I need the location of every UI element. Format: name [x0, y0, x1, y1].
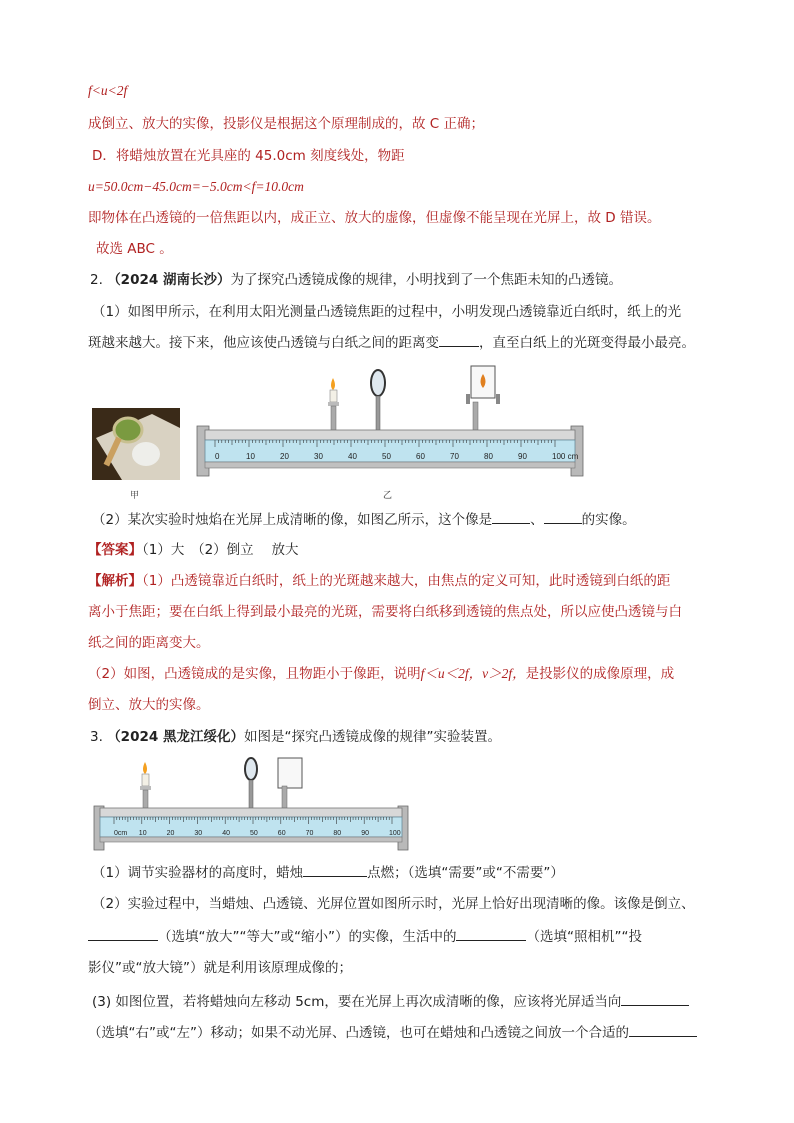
- question-number: 3.: [90, 729, 103, 745]
- question-3-part-3-cont: [88, 1022, 697, 1043]
- ruler-tick-label: 20: [166, 830, 175, 837]
- ruler-tick-label: 60: [416, 452, 425, 461]
- solution-conclusion: 故选 ABC 。: [96, 241, 173, 257]
- ruler-tick-label: 50: [250, 830, 258, 837]
- answer-tag: 【答案】: [88, 542, 142, 558]
- analysis-text: （2）如图，凸透镜成的是实像，且物距小于像距，说明: [88, 666, 421, 682]
- ruler-tick-label: 10: [138, 830, 147, 837]
- question-3-part-2-cont: [88, 926, 642, 947]
- analysis-text: 是投影仪的成像原理，成: [525, 666, 675, 682]
- ruler-tick-label: 20: [280, 452, 289, 461]
- convex-lens: [245, 758, 257, 808]
- answer-blank[interactable]: [544, 509, 582, 524]
- text-segment: （选填“右”或“左”）移动；如果不动光屏、凸透镜，也可在蜡烛和凸透镜之间放一个合适的: [88, 1025, 629, 1041]
- candle: [328, 378, 339, 430]
- question-2-part-1: （1）如图甲所示，在利用太阳光测量凸透镜焦距的过程中，小明发现凸透镜靠近白纸时，纸上的光: [92, 304, 682, 320]
- light-screen: [278, 758, 302, 808]
- analysis-line: [88, 664, 674, 684]
- ruler-tick-label: 30: [194, 830, 203, 837]
- text-segment: （2）某次实验时烛焰在光屏上成清晰的像，如图乙所示，这个像是: [92, 512, 493, 528]
- question-number: 2.: [90, 272, 103, 288]
- figure-q3-optical-bench: [92, 756, 412, 856]
- figure-jia-photo: [92, 408, 180, 480]
- ruler-tick-label: 90: [518, 452, 527, 461]
- question-stem: 为了探究凸透镜成像的规律，小明找到了一个焦距未知的凸透镜。: [230, 272, 622, 288]
- answer-blank[interactable]: [88, 926, 158, 941]
- question-3-part-2: （2）实验过程中，当蜡烛、凸透镜、光屏位置如图所示时，光屏上恰好出现清晰的像。该像是倒立、: [92, 896, 695, 912]
- ruler-tick-label: 100 cm: [552, 452, 579, 461]
- question-3-part-1: [92, 862, 564, 883]
- convex-lens: [371, 370, 385, 430]
- solution-line: 成倒立、放大的实像，投影仪是根据这个原理制成的，故 C 正确；: [88, 116, 485, 132]
- analysis-line: 倒立、放大的实像。: [88, 697, 210, 713]
- ruler-tick-label: 80: [333, 830, 342, 837]
- ruler-tick-label: 30: [314, 452, 323, 461]
- ruler-tick-label: 40: [222, 830, 230, 837]
- answer-blank[interactable]: [629, 1022, 697, 1037]
- answer-blank[interactable]: [303, 862, 367, 877]
- ruler-tick-label: 100: [389, 830, 401, 837]
- question-3-part-3: [92, 991, 689, 1012]
- light-screen: [466, 366, 500, 430]
- ruler-tick-label: 80: [484, 452, 493, 461]
- figure-yi-optical-bench: [195, 364, 587, 484]
- analysis-line: [88, 571, 670, 591]
- ruler-tick-label: 60: [277, 830, 286, 837]
- question-stem: 如图是“探究凸透镜成像的规律”实验装置。: [243, 729, 501, 745]
- question-3-part-2-end: 影仪”或“放大镜”）就是利用该原理成像的；: [88, 960, 352, 976]
- analysis-line: 离小于焦距；要在白纸上得到最小最亮的光斑，需要将白纸移到透镜的焦点处，所以应使凸透镜与白: [88, 604, 682, 620]
- text-segment: （选填“放大”“等大”或“缩小”）的实像，生活中的: [158, 929, 457, 945]
- candle: [140, 762, 151, 808]
- ruler-tick-label: 50: [382, 452, 391, 461]
- analysis-line: 纸之间的距离变大。: [88, 635, 210, 651]
- optical-bench-rail: [197, 426, 583, 476]
- question-source: （2024 黑龙江绥化）: [107, 729, 244, 745]
- answer-blank[interactable]: [456, 926, 526, 941]
- answer-line: [88, 540, 298, 560]
- text-segment: 点燃；（选填“需要”或“不需要”）: [367, 865, 564, 881]
- analysis-text: （1）凸透镜靠近白纸时，纸上的光斑越来越大，由焦点的定义可知，此时透镜到白纸的距: [142, 573, 671, 589]
- question-2-title: [90, 270, 622, 290]
- answer-blank[interactable]: [492, 509, 530, 524]
- analysis-tag: 【解析】: [88, 573, 142, 589]
- question-3-title: [90, 727, 501, 747]
- question-2-part-1-cont: [88, 332, 695, 353]
- answer-blank[interactable]: [621, 991, 689, 1006]
- formula-line: u=50.0cm−45.0cm=−5.0cm<f=10.0cm: [88, 179, 304, 194]
- text-segment: (3) 如图位置，若将蜡烛向左移动 5cm，要在光屏上再次成清晰的像，应该将光屏适当向: [92, 994, 622, 1010]
- optical-bench-rail: [94, 806, 408, 850]
- text-segment: （1）调节实验器材的高度时，蜡烛: [92, 865, 304, 881]
- text-segment: ，直至白纸上的光斑变得最小最亮。: [479, 335, 695, 351]
- text-segment: 斑越来越大。接下来，他应该使凸透镜与白纸之间的距离变: [88, 335, 439, 351]
- question-2-part-2: [92, 509, 636, 530]
- figure-label-jia: 甲: [130, 491, 140, 501]
- text-segment: 的实像。: [581, 512, 636, 528]
- ruler-tick-label: 70: [305, 830, 314, 837]
- ruler-tick-label: 40: [348, 452, 357, 461]
- ruler-tick-label: 10: [246, 452, 255, 461]
- solution-line: D．将蜡烛放置在光具座的 45.0cm 刻度线处，物距: [92, 148, 405, 164]
- question-source: （2024 湖南长沙）: [107, 272, 231, 288]
- formula-line: f<u<2f: [88, 83, 128, 98]
- figure-label-yi: 乙: [383, 491, 393, 501]
- ruler-tick-label: 0: [215, 452, 220, 461]
- text-segment: 、: [530, 512, 544, 528]
- ruler-tick-label: 70: [450, 452, 459, 461]
- ruler-tick-label: 90: [361, 830, 369, 837]
- analysis-formula: f＜u＜2f，v＞2f，: [420, 666, 526, 681]
- answer-blank[interactable]: [439, 332, 479, 347]
- solution-line: 即物体在凸透镜的一倍焦距以内，成正立、放大的虚像，但虚像不能呈现在光屏上，故 D 错误。: [88, 210, 661, 226]
- ruler-tick-label: 0cm: [114, 830, 128, 837]
- answer-text: （1）大 （2）倒立 放大: [142, 542, 299, 558]
- text-segment: （选填“照相机”“投: [526, 929, 642, 945]
